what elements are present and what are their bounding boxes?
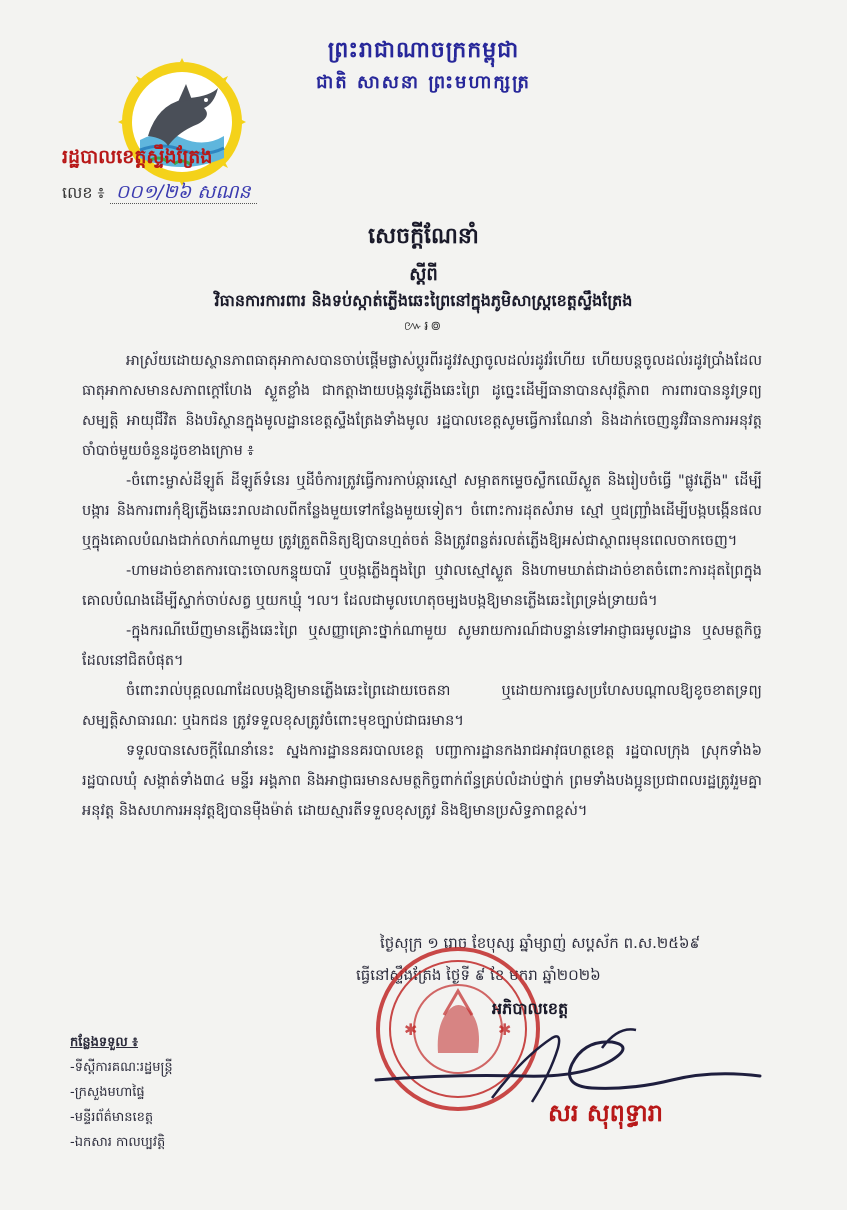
national-motto: ជាតិ សាសនា ព្រះមហាក្សត្រ (316, 72, 531, 93)
lunar-date: ថ្ងៃសុក្រ ១ រោច ខែបុស្ស ឆ្នាំម្សាញ់ សប្តស័ក ព.ស.២៥៦៩ (380, 934, 701, 952)
recipient-item: -មន្ទីរព័ត៌មានខេត្ត (70, 1110, 154, 1125)
solar-date: ធ្វើនៅស្ទឹងត្រែង ថ្ងៃទី ៩ ខែ មករា ឆ្នាំ២០២៦ (356, 966, 601, 984)
recipient-item: -ទីស្តីការគណៈរដ្ឋមន្ត្រី (70, 1060, 173, 1075)
reference-label: លេខ ៖ (62, 183, 105, 202)
title-ornament: ៚៛៙ (403, 319, 444, 334)
document-subject: វិធានការការពារ និងទប់ស្កាត់ភ្លើងឆេះព្រៃនៅក្នុងភូមិសាស្ត្រខេត្តស្ទឹងត្រែង (214, 291, 633, 310)
body-paragraph: -ចំពោះម្ចាស់ដីឡូត៍ ដីឡូត៍ទំនេរ ឬដីចំការត្រូវធ្វើការកាប់ឆ្ការស្មៅ សម្អាតកម្ទេចស្លឹកឈើស្ងួត និងរៀបចំធ្វើ "ផ្លូវភ្លើង" ដើម្បីបង្ការ និងការពារកុំឱ្យភ្លើងឆេះរាលដាលពីកន្លែងមួយទៅកន្លែងមួយទៀត។ ចំពោះការដុតសំរាម ស្មៅ ឬជញ្ជ្រាំងដើម្បីបង្កបង្កើនផល ឬក្នុងគោលបំណងជាក់លាក់ណាមួយ ត្រូវត្រួតពិនិត្យឱ្យបានហ្មត់ចត់ និងត្រូវពន្លត់រលត់ភ្លើងឱ្យអស់ជាស្ថាពរមុនពេលចាកចេញ។ (82, 473, 762, 549)
recipients-list (70, 1030, 173, 1155)
signatory-name: សរ សុពុទ្ធារា (548, 1099, 663, 1127)
svg-text:✱: ✱ (498, 1020, 512, 1039)
document-title: សេចក្តីណែនាំ (368, 224, 479, 249)
signatory-title: អភិបាលខេត្ត (492, 999, 569, 1018)
body-paragraph: ចំពោះរាល់បុគ្គលណាដែលបង្កឱ្យមានភ្លើងឆេះព្រៃដោយចេតនា ឬដោយការធ្វេសប្រហែសបណ្តាលឱ្យខូចខាតទ្រព្យសម្បត្តិសាធារណៈ ឬឯកជន ត្រូវទទួលខុសត្រូវចំពោះមុខច្បាប់ជាធរមាន។ (82, 683, 762, 729)
document-body (82, 346, 762, 826)
svg-text:✱: ✱ (404, 1020, 418, 1039)
body-paragraph: ទទួលបានសេចក្តីណែនាំនេះ ស្នងការដ្ឋាននគរបាលខេត្ត បញ្ជាការដ្ឋានកងរាជអាវុធហត្ថខេត្ត រដ្ឋបាលក្រុង ស្រុកទាំង៦ រដ្ឋបាលឃុំ សង្កាត់ទាំង៣៤ មន្ទីរ អង្គភាព និងអាជ្ញាធរមានសមត្ថកិច្ចពាក់ព័ន្ធគ្រប់លំដាប់ថ្នាក់ ព្រមទាំងបងប្អូនប្រជាពលរដ្ឋត្រូវរួមគ្នាអនុវត្ត និងសហការអនុវត្តឱ្យបានម៉ឺងម៉ាត់ ដោយស្មារតីទទួលខុសត្រូវ និងឱ្យមានប្រសិទ្ធភាពខ្ពស់។ (82, 743, 762, 819)
kingdom-heading: ព្រះរាជាណាចក្រកម្ពុជា (327, 38, 520, 63)
reference-number (62, 180, 257, 208)
recipient-item: -ក្រសួងមហាផ្ទៃ (70, 1085, 145, 1100)
body-paragraph: -ហាមដាច់ខាតការបោះចោលកន្ទុយបារី ឬបង្កភ្លើងក្នុងព្រៃ ឬវាលស្មៅស្ងួត និងហាមឃាត់ជាដាច់ខាតចំពោះការដុតព្រៃក្នុងគោលបំណងដើម្បីស្ទាក់ចាប់សត្វ ឬយកឃ្មុំ ។ល។ ដែលជាមូលហេតុចម្បងបង្កឱ្យមានភ្លើងឆេះព្រៃទ្រង់ទ្រាយធំ។ (82, 563, 762, 609)
body-paragraph: អាស្រ័យដោយស្ថានភាពធាតុអាកាសបានចាប់ផ្តើមផ្លាស់ប្តូរពីរដូវវស្សាចូលដល់រដូវរំហើយ ហើយបន្តចូលដល់រដូវប្រាំងដែលធាតុអាកាសមានសភាពក្តៅហែង ស្ងួតខ្លាំង ជាកត្តាងាយបង្កនូវភ្លើងឆេះព្រៃ ដូច្នេះដើម្បីធានាបានសុវត្ថិភាព ការពារបាននូវទ្រព្យសម្បត្តិ អាយុជីវិត និងបរិស្ថានក្នុងមូលដ្ឋានខេត្តស្ទឹងត្រែងទាំងមូល រដ្ឋបាលខេត្តសូមធ្វើការណែនាំ និងដាក់ចេញនូវវិធានការអនុវត្តចាំបាច់មួយចំនួនដូចខាងក្រោម ៖ (82, 353, 762, 459)
body-paragraph: -ក្នុងករណីឃើញមានភ្លើងឆេះព្រៃ ឬសញ្ញាគ្រោះថ្នាក់ណាមួយ សូមរាយការណ៍ជាបន្ទាន់ទៅអាជ្ញាធរមូលដ្ឋាន ឬសមត្ថកិច្ចដែលនៅជិតបំផុត។ (82, 623, 762, 669)
subject-label: ស្តីពី (409, 264, 438, 285)
recipients-heading: កន្លែងទទួល ៖ (70, 1035, 139, 1050)
issuing-administration: រដ្ឋបាលខេត្តស្ទឹងត្រែង (62, 146, 213, 168)
reference-value: ០០១/២៦ សណន (110, 181, 257, 204)
recipient-item: -ឯកសារ កាលប្បវត្តិ (70, 1135, 166, 1150)
